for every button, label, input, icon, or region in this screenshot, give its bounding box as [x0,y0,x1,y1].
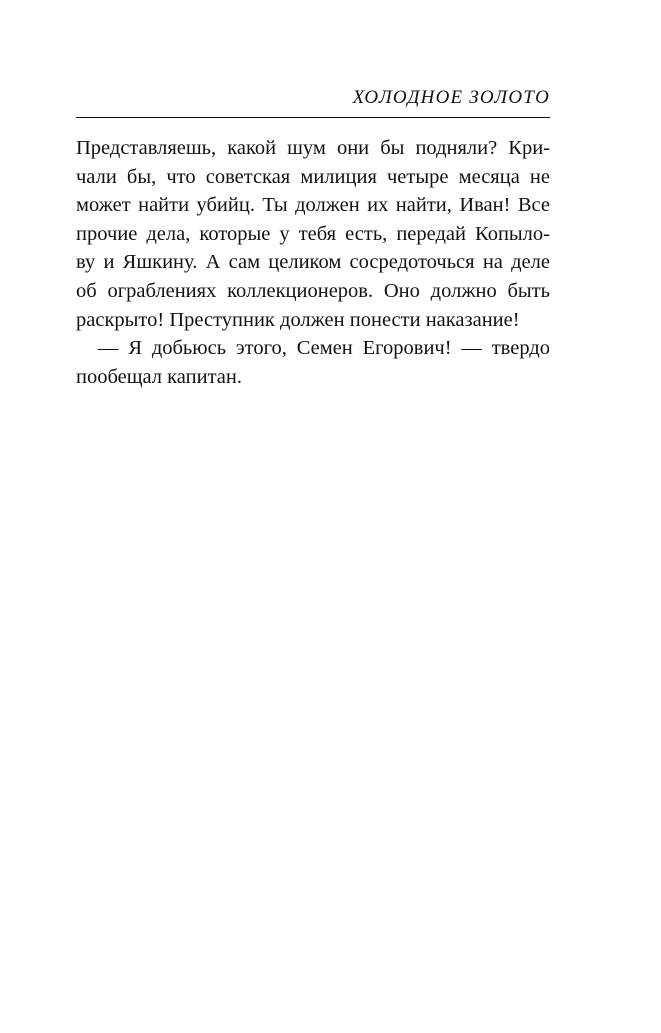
text-line: Представляешь, какой шум они бы подняли? Кри- [76,137,550,159]
text-line: раскрыто! Преступник должен понести наказание! [76,308,520,331]
running-head: ХОЛОДНОЕ ЗОЛОТО [352,87,550,108]
text-line: ву и Яшкину. А сам целиком сосредоточься на деле [76,251,550,274]
text-line: прочие дела, которые у тебя есть, передай Копыло- [76,222,550,245]
paragraph [76,334,550,391]
body-text [76,134,550,391]
text-line: может найти убийц. Ты должен их найти, Иван! Все [76,194,550,217]
paragraph [76,134,550,334]
text-line: — Я добьюсь этого, Семен Егорович! — твердо [98,337,550,360]
text-line: об ограблениях коллекционеров. Оно должно быть [76,279,550,302]
text-line: пообещал капитан. [76,365,242,388]
text-line: чали бы, что советская милиция четыре месяца не [76,165,550,188]
header-rule [76,117,550,118]
